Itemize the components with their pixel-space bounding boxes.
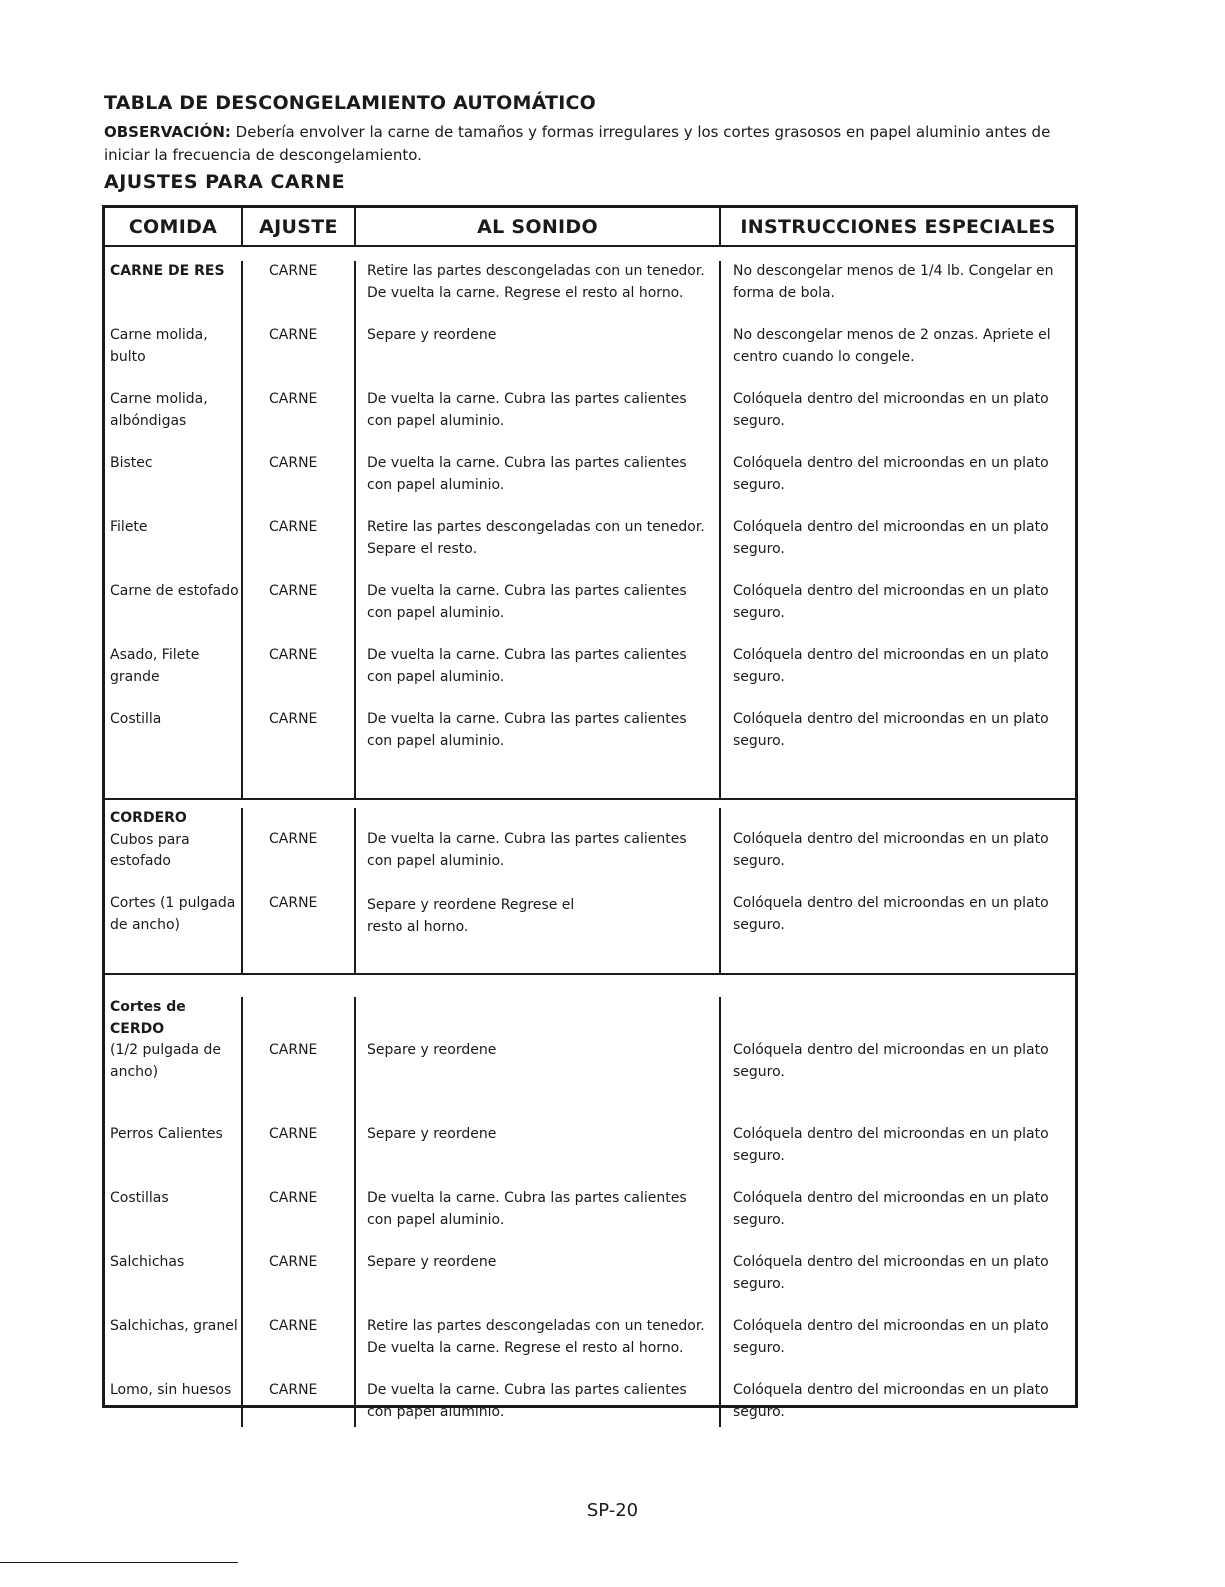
table-row — [105, 325, 1075, 389]
setting-cell: CARNE — [243, 517, 356, 581]
column-divider — [586, 893, 721, 975]
setting-cell: CARNE — [243, 1188, 356, 1252]
table-row — [105, 517, 1075, 581]
at-beep-cell: Retire las partes descongeladas con un tenedor. De vuelta la carne. Regrese el resto al horno. — [356, 261, 721, 325]
at-beep-cell: De vuelta la carne. Cubra las partes calientes con papel aluminio. — [356, 1188, 721, 1252]
column-header-special-instructions: INSTRUCCIONES ESPECIALES — [740, 215, 1056, 238]
instructions-cell: Colóquela dentro del microondas en un plato seguro. — [733, 1190, 1049, 1228]
table-row — [105, 389, 1075, 453]
instructions-cell: Colóquela dentro del microondas en un plato seguro. — [733, 831, 1049, 869]
setting-cell: CARNE — [243, 581, 356, 645]
setting-cell: CARNE — [243, 709, 356, 800]
footer-rule — [0, 1562, 238, 1563]
instructions-cell: Colóquela dentro del microondas en un plato seguro. — [733, 1254, 1049, 1292]
setting-cell: CARNE — [243, 645, 356, 709]
instructions-cell: Colóquela dentro del microondas en un plato seguro. — [733, 711, 1049, 749]
instructions-cell: Colóquela dentro del microondas en un plato seguro. — [733, 1318, 1049, 1356]
at-beep-cell: De vuelta la carne. Cubra las partes calientes con papel aluminio. — [356, 389, 721, 453]
table-group-pork — [105, 975, 1075, 1420]
at-beep-cell: Separe y reordene — [356, 1252, 721, 1316]
at-beep-cell: Separe y reordene — [356, 997, 721, 1124]
food-cell: Carne molida, bulto — [105, 325, 243, 389]
table-row — [105, 453, 1075, 517]
column-header-at-beep: AL SONIDO — [356, 208, 721, 245]
at-beep-cell: Retire las partes descongeladas con un tenedor. Separe el resto. — [356, 517, 721, 581]
food-cell: Filete — [105, 517, 243, 581]
instructions-cell: Colóquela dentro del microondas en un plato seguro. — [733, 1042, 1049, 1080]
at-beep-cell: De vuelta la carne. Cubra las partes calientes con papel aluminio. — [356, 581, 721, 645]
observation-label: OBSERVACIÓN: — [104, 123, 231, 141]
setting-cell: CARNE — [243, 1380, 356, 1427]
food-cell — [105, 808, 243, 893]
page-title: TABLA DE DESCONGELAMIENTO AUTOMÁTICO — [104, 92, 596, 114]
table-row — [105, 1124, 1075, 1188]
instructions-cell: Colóquela dentro del microondas en un plato seguro. — [733, 647, 1049, 685]
observation-note — [104, 121, 1079, 167]
table-row — [105, 1252, 1075, 1316]
instructions-cell: Colóquela dentro del microondas en un plato seguro. — [733, 895, 1049, 933]
food-cell: Costillas — [105, 1188, 243, 1252]
food-cell: Salchichas, granel — [105, 1316, 243, 1380]
setting-cell: CARNE — [243, 325, 356, 389]
instructions-cell: Colóquela dentro del microondas en un plato seguro. — [733, 519, 1049, 557]
instructions-cell: No descongelar menos de 1/4 lb. Congelar en forma de bola. — [733, 263, 1054, 301]
food-category-title: Cortes de CERDO — [110, 999, 186, 1037]
food-name: (1/2 pulgada de ancho) — [110, 1042, 221, 1080]
table-row — [105, 893, 1075, 975]
food-cell: Perros Calientes — [105, 1124, 243, 1188]
food-cell: Asado, Filete grande — [105, 645, 243, 709]
at-beep-cell: De vuelta la carne. Cubra las partes calientes con papel aluminio. — [356, 1380, 721, 1427]
section-title: AJUSTES PARA CARNE — [104, 171, 346, 193]
table-row — [105, 1188, 1075, 1252]
at-beep-cell: De vuelta la carne. Cubra las partes calientes con papel aluminio. — [356, 709, 721, 800]
table-row — [105, 645, 1075, 709]
food-category-title: CORDERO — [110, 810, 187, 826]
at-beep-cell: De vuelta la carne. Cubra las partes calientes con papel aluminio. — [356, 808, 721, 893]
food-cell: Carne de estofado — [105, 581, 243, 645]
table-row — [105, 709, 1075, 800]
table-row — [105, 247, 1075, 325]
setting-cell: CARNE — [243, 453, 356, 517]
setting-cell: CARNE — [243, 1316, 356, 1380]
food-cell: Salchichas — [105, 1252, 243, 1316]
at-beep-cell: De vuelta la carne. Cubra las partes calientes con papel aluminio. — [356, 453, 721, 517]
setting-cell: CARNE — [243, 1252, 356, 1316]
instructions-cell: Colóquela dentro del microondas en un plato seguro. — [733, 1126, 1049, 1164]
defrost-table — [102, 205, 1078, 1420]
at-beep-cell: Separe y reordene — [356, 1124, 721, 1188]
table-group-lamb — [105, 800, 1075, 975]
observation-text: Debería envolver la carne de tamaños y formas irregulares y los cortes grasosos en papel aluminio antes de iniciar la frecuencia de descongelamiento. — [104, 123, 1051, 164]
food-cell — [105, 997, 243, 1124]
at-beep-cell: Separe y reordene Regrese el resto al horno. — [367, 897, 575, 935]
setting-cell: CARNE — [243, 997, 356, 1124]
at-beep-cell: De vuelta la carne. Cubra las partes calientes con papel aluminio. — [356, 645, 721, 709]
food-cell: Costilla — [105, 709, 243, 800]
setting-cell: CARNE — [243, 808, 356, 893]
column-header-food: COMIDA — [105, 208, 243, 245]
table-row — [105, 581, 1075, 645]
table-row — [105, 1316, 1075, 1380]
food-cell: Bistec — [105, 453, 243, 517]
instructions-cell: Colóquela dentro del microondas en un plato seguro. — [733, 391, 1049, 429]
table-row — [105, 1380, 1075, 1427]
column-header-setting: AJUSTE — [243, 208, 356, 245]
page-number: SP-20 — [586, 1500, 639, 1521]
setting-cell: CARNE — [243, 1124, 356, 1188]
food-cell — [105, 261, 243, 325]
food-name: Cubos para estofado — [110, 831, 190, 869]
setting-cell: CARNE — [243, 261, 356, 325]
food-cell: Lomo, sin huesos — [105, 1380, 243, 1427]
table-group-beef — [105, 247, 1075, 800]
food-cell: Cortes (1 pulgada de ancho) — [105, 893, 243, 975]
food-category-title: CARNE DE RES — [110, 263, 225, 279]
instructions-cell: Colóquela dentro del microondas en un plato seguro. — [733, 455, 1049, 493]
at-beep-cell: Retire las partes descongeladas con un tenedor. De vuelta la carne. Regrese el resto al horno. — [356, 1316, 721, 1380]
instructions-cell: Colóquela dentro del microondas en un plato seguro. — [733, 583, 1049, 621]
setting-cell: CARNE — [243, 389, 356, 453]
table-row — [105, 975, 1075, 1124]
food-cell: Carne molida, albóndigas — [105, 389, 243, 453]
instructions-cell: No descongelar menos de 2 onzas. Apriete el centro cuando lo congele. — [733, 327, 1051, 365]
table-header — [105, 208, 1075, 247]
instructions-cell: Colóquela dentro del microondas en un plato seguro. — [733, 1382, 1049, 1420]
table-row — [105, 800, 1075, 893]
setting-cell: CARNE — [243, 893, 356, 975]
at-beep-cell: Separe y reordene — [356, 325, 721, 389]
